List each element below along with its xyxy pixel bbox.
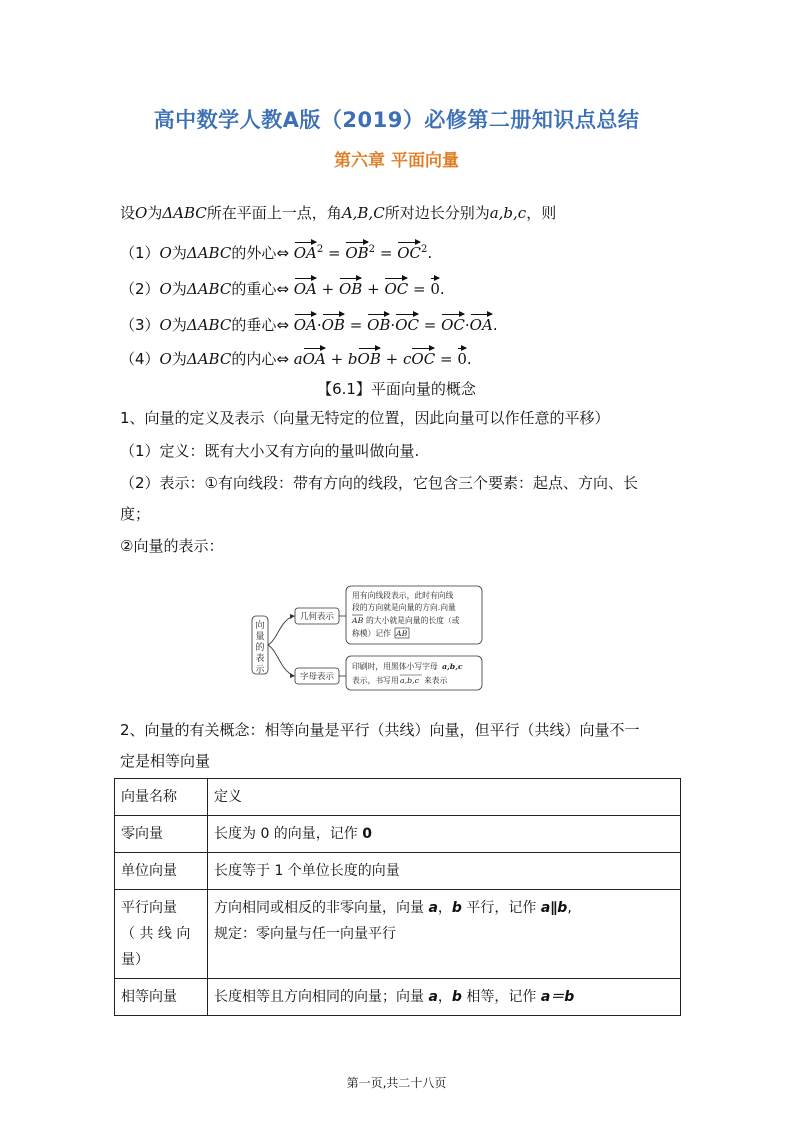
def-text: ,	[567, 900, 572, 916]
period: .	[492, 316, 498, 334]
dot: ·	[464, 316, 470, 334]
def-line	[214, 895, 674, 921]
vector-a: a	[428, 989, 438, 1005]
point-o: O	[159, 350, 172, 368]
equals: =	[439, 350, 453, 368]
alg-text-line: 印刷时，用黑体小写字母	[352, 662, 438, 671]
chapter-title: 第六章 平面向量	[334, 151, 459, 171]
zero-bold: 0	[362, 826, 373, 842]
triangle-abc: ΔABC	[186, 316, 232, 334]
intro-line	[120, 202, 556, 223]
alg-bold-letters: a,b,c	[442, 662, 463, 671]
vector-ob: OB	[339, 276, 362, 298]
prop-text: 的垂心⇔	[231, 316, 289, 334]
vector-oa: OA	[294, 240, 317, 262]
vector-ob: OB	[358, 346, 381, 368]
equals: =	[413, 280, 426, 298]
def-text: 长度为 0 的向量，记作	[214, 826, 363, 842]
vector-oa: OA	[470, 312, 493, 334]
def-text: 方向相同或相反的非零向量，向量	[214, 900, 429, 916]
dot: ·	[390, 316, 396, 334]
table-row	[115, 853, 681, 890]
document-title: 高中数学人教A版（2019）必修第二册知识点总结	[153, 108, 640, 132]
square: 2	[420, 244, 428, 255]
root-char: 向	[255, 621, 265, 631]
comma: ，	[437, 989, 452, 1005]
table-cell-def: 长度等于 1 个单位长度的向量	[208, 853, 681, 890]
geo-text-ab: AB	[396, 629, 408, 638]
paragraph-definition-heading: 1、向量的定义及表示（向量无特定的位置，因此向量可以作任意的平移）	[120, 409, 610, 427]
name-line: 量）	[121, 952, 149, 968]
period: .	[466, 350, 472, 368]
vector-oc: OC	[441, 312, 465, 334]
square: 2	[316, 244, 324, 255]
paragraph-concepts-cont: 定是相等向量	[120, 752, 211, 770]
vector-oa: OA	[303, 346, 326, 368]
table-cell-name: 相等向量	[115, 979, 208, 1016]
arrow-head-upper	[290, 614, 295, 619]
equals: =	[327, 244, 341, 262]
root-char: 的	[255, 643, 265, 653]
equals: =	[349, 316, 363, 334]
sides-abc: a,b,c	[489, 204, 527, 222]
coef-b: b	[347, 350, 358, 368]
paragraph-representation-cont: 度；	[120, 505, 151, 523]
angles-abc: A,B,C	[341, 204, 385, 222]
point-o: O	[159, 244, 172, 262]
prop-text: 为	[171, 316, 187, 334]
prop-number: （3）	[120, 316, 160, 334]
dot: ·	[316, 316, 322, 334]
triangle-abc: ΔABC	[162, 204, 207, 222]
table-cell-def	[208, 890, 681, 979]
prop-text: 的内心⇔	[231, 350, 289, 368]
vector-b: b	[451, 989, 462, 1005]
section-heading: 【6.1】平面向量的概念	[317, 380, 476, 398]
intro-text: 为	[147, 204, 163, 222]
alg-arrow-letters: a,b,c	[400, 676, 419, 685]
root-char: 表	[255, 654, 265, 664]
geo-text-ab: AB	[352, 616, 364, 625]
vector-oc: OC	[384, 276, 408, 298]
prop-number: （2）	[120, 280, 160, 298]
paragraph-representation: （2）表示：①有向线段：带有方向的线段，它包含三个要素：起点、方向、长	[120, 474, 638, 492]
intro-text: 所在平面上一点，角	[206, 204, 342, 222]
prop-text: 为	[171, 244, 187, 262]
name-line: 平行向量	[121, 900, 177, 916]
vector-oa: OA	[294, 276, 317, 298]
alg-text-line: 来表示	[424, 676, 448, 685]
intro-text: 设	[120, 204, 136, 222]
alg-label: 字母表示	[299, 672, 335, 682]
page-footer: 第一页,共二十八页	[346, 1076, 447, 1090]
vector-oc: OC	[411, 346, 435, 368]
vector-b: b	[451, 900, 462, 916]
vector-oc: OC	[395, 312, 419, 334]
plus: +	[321, 280, 335, 298]
vector-oa: OA	[294, 312, 317, 334]
root-char: 示	[255, 665, 265, 675]
prop-number: （1）	[120, 244, 160, 262]
geo-text-line: 用有向线段表示，此时有向线	[352, 591, 454, 600]
def-line: 规定：零向量与任一向量平行	[214, 926, 396, 942]
vector-concepts-table	[114, 778, 681, 1016]
equal-notation: a＝b	[540, 989, 575, 1005]
plus: +	[330, 350, 344, 368]
table-cell-def	[208, 816, 681, 853]
vector-ob: OB	[367, 312, 390, 334]
geo-text-line: 称模）记作	[352, 629, 391, 638]
triangle-abc: ΔABC	[186, 244, 232, 262]
table-cell-def	[208, 979, 681, 1016]
table-row	[115, 890, 681, 979]
table-cell-name: 单位向量	[115, 853, 208, 890]
def-text: 平行，记作	[461, 900, 541, 916]
point-o: O	[135, 204, 148, 222]
point-o: O	[159, 280, 172, 298]
name-line: （ 共 线 向	[121, 926, 191, 942]
property-incenter	[120, 346, 472, 369]
property-centroid	[120, 276, 445, 299]
arrow-head-lower	[290, 673, 295, 678]
triangle-abc: ΔABC	[186, 280, 232, 298]
plus: +	[385, 350, 399, 368]
root-char: 量	[255, 632, 265, 642]
def-text: 长度相等且方向相同的向量；向量	[214, 989, 429, 1005]
def-text: 相等，记作	[461, 989, 541, 1005]
prop-text: 为	[171, 350, 187, 368]
table-row	[115, 979, 681, 1016]
prop-text: 的重心⇔	[231, 280, 289, 298]
equals: =	[379, 244, 393, 262]
intro-text: 所对边长分别为	[384, 204, 490, 222]
comma: ，	[437, 900, 452, 916]
paragraph-vector-notation: ②向量的表示：	[120, 537, 224, 555]
coef-c: c	[403, 350, 412, 368]
coef-a: a	[293, 350, 303, 368]
alg-text-line: 表示，书写用	[352, 676, 399, 685]
branch-line-upper	[268, 616, 294, 645]
intro-text: ，则	[526, 204, 557, 222]
property-circumcenter	[120, 240, 432, 263]
prop-number: （4）	[120, 350, 160, 368]
paragraph-concepts: 2、向量的有关概念：相等向量是平行（共线）向量，但平行（共线）向量不一	[120, 721, 640, 739]
geo-text-line: 段的方向就是向量的方向.向量	[352, 603, 456, 612]
vector-a: a	[428, 900, 438, 916]
zero-vector: 0	[457, 346, 467, 368]
equals: =	[423, 316, 437, 334]
plus: +	[367, 280, 380, 298]
vector-oc: OC	[397, 240, 421, 262]
table-header-row	[115, 779, 681, 816]
geo-label: 几何表示	[299, 612, 335, 622]
square: 2	[368, 244, 376, 255]
paragraph-definition: （1）定义：既有大小又有方向的量叫做向量.	[120, 442, 420, 460]
table-header-cell: 定义	[208, 779, 681, 816]
geo-text-line: 的大小就是向量的长度（或	[366, 616, 460, 625]
vector-representation-diagram	[250, 584, 490, 694]
point-o: O	[159, 316, 172, 334]
period: .	[439, 280, 445, 298]
vector-ob: OB	[345, 240, 368, 262]
table-header-cell: 向量名称	[115, 779, 208, 816]
zero-vector: 0	[430, 276, 440, 298]
branch-line-lower	[268, 645, 294, 676]
table-cell-name	[115, 890, 208, 979]
table-row	[115, 816, 681, 853]
property-orthocenter	[120, 312, 498, 335]
triangle-abc: ΔABC	[186, 350, 232, 368]
prop-text: 的外心⇔	[231, 244, 289, 262]
vector-ob: OB	[322, 312, 345, 334]
period: .	[427, 244, 433, 262]
table-cell-name: 零向量	[115, 816, 208, 853]
prop-text: 为	[171, 280, 187, 298]
parallel-notation: a∥b	[540, 900, 568, 916]
